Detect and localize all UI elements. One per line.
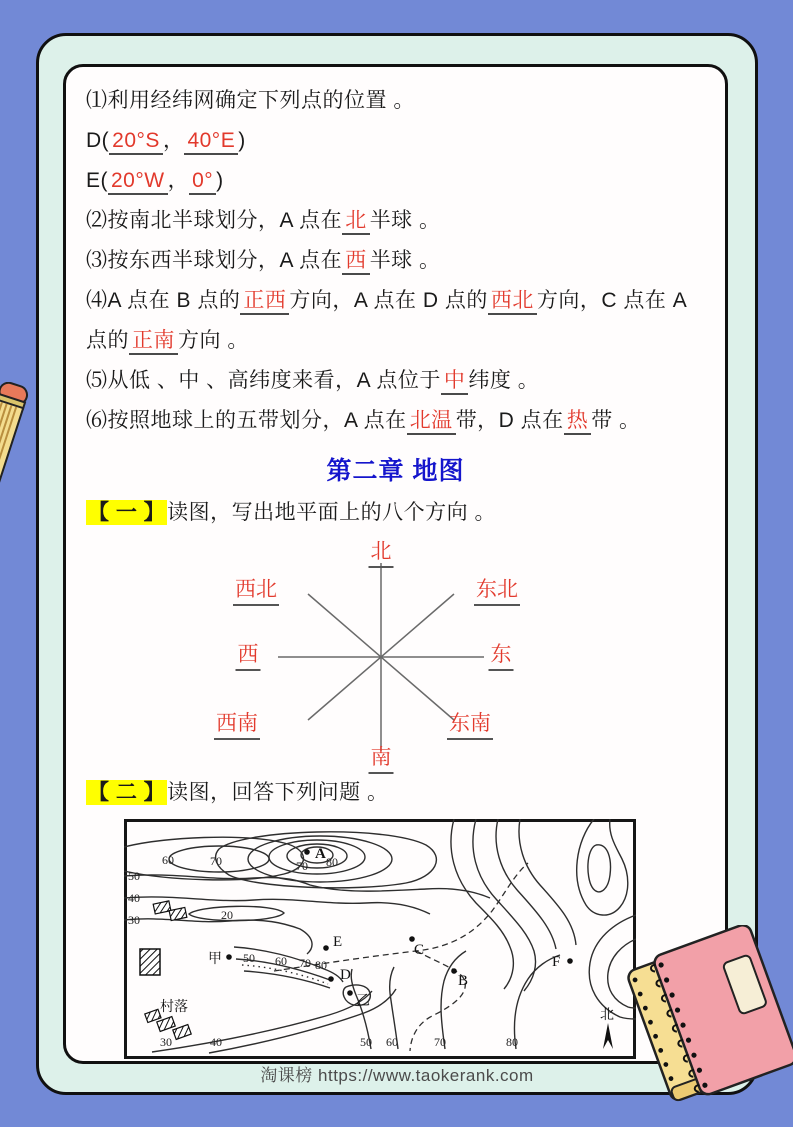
contour-value: 50 bbox=[128, 869, 140, 883]
footer-watermark: 淘课榜 https://www.taokerank.com bbox=[260, 1066, 534, 1085]
map-point-c: C bbox=[414, 942, 425, 958]
map-point-a: A bbox=[315, 846, 326, 862]
question-text: ⑸从低 、中 、高纬度来看，A 点位于 bbox=[86, 369, 441, 392]
contour-value: 70 bbox=[210, 854, 222, 868]
contour-value: 80 bbox=[315, 958, 327, 972]
answer-blank: 西北 bbox=[488, 289, 537, 315]
contour-value: 60 bbox=[162, 853, 174, 867]
compass-diagram bbox=[156, 535, 606, 773]
answer-blank: 40°E bbox=[184, 129, 238, 155]
compass-label-southwest: 西南 bbox=[214, 707, 260, 740]
question-text: 半球 。 bbox=[369, 249, 441, 272]
contour-value: 80 bbox=[326, 855, 338, 869]
north-arrow-icon bbox=[600, 1006, 614, 1049]
answer-blank: 0° bbox=[189, 169, 216, 195]
section-two-line bbox=[86, 773, 705, 813]
answer-blank: 20°W bbox=[108, 169, 168, 195]
answer-blank: 正南 bbox=[129, 329, 178, 355]
question-text: ， bbox=[162, 129, 185, 152]
map-village-label: 村落 bbox=[160, 998, 188, 1014]
section-two-tag: 【 二 】 bbox=[88, 781, 166, 804]
map-point-b: B bbox=[458, 973, 469, 989]
question-line-1 bbox=[86, 81, 705, 121]
answer-line-d bbox=[86, 121, 705, 161]
question-text: 纬度 。 bbox=[468, 369, 540, 392]
map-point-yi: 乙 bbox=[356, 992, 370, 1008]
map-point-e: E bbox=[333, 934, 343, 950]
contour-value: 30 bbox=[160, 1035, 172, 1049]
compass-label-southeast: 东南 bbox=[447, 707, 493, 740]
answer-blank: 北温 bbox=[407, 409, 456, 435]
answer-blank: 20°S bbox=[109, 129, 163, 155]
contour-lines bbox=[124, 819, 636, 1053]
question-line-3 bbox=[86, 241, 705, 281]
question-text: ⑴利用经纬网确定下列点的位置 。 bbox=[86, 89, 415, 112]
section-two-text: 读图，回答下列问题 。 bbox=[167, 781, 389, 804]
contour-value: 40 bbox=[128, 891, 140, 905]
mint-card bbox=[36, 33, 758, 1095]
answer-line-e bbox=[86, 161, 705, 201]
compass-label-northeast: 东北 bbox=[474, 573, 520, 606]
contour-value: 50 bbox=[243, 951, 255, 965]
contour-value: 40 bbox=[210, 1035, 222, 1049]
section-one-text: 读图，写出地平面上的八个方向 。 bbox=[167, 501, 497, 524]
legend-symbol bbox=[140, 949, 160, 975]
question-text: D( bbox=[86, 129, 110, 152]
contour-map-icon bbox=[124, 819, 636, 1061]
compass-label-north: 北 bbox=[369, 535, 394, 568]
contour-value: 70 bbox=[296, 859, 308, 873]
map-buildings bbox=[140, 901, 191, 1040]
content-card bbox=[63, 64, 728, 1064]
contour-value: 30 bbox=[128, 913, 140, 927]
contour-value: 60 bbox=[386, 1035, 398, 1049]
question-line-4 bbox=[86, 281, 705, 361]
question-text: ， bbox=[167, 169, 190, 192]
question-text: ⑵按南北半球划分，A 点在 bbox=[86, 209, 343, 232]
contour-value: 70 bbox=[299, 956, 311, 970]
compass-label-south: 南 bbox=[369, 741, 394, 774]
contour-value: 80 bbox=[506, 1035, 518, 1049]
question-text: ) bbox=[238, 129, 246, 152]
question-text: 半球 。 bbox=[369, 209, 441, 232]
question-line-6 bbox=[86, 401, 705, 441]
compass-label-west: 西 bbox=[236, 638, 261, 671]
question-text: 方向，C 点在 A 点的 bbox=[86, 289, 687, 352]
map-point-jia: 甲 bbox=[208, 950, 222, 966]
contour-value: 20 bbox=[221, 908, 233, 922]
map-border bbox=[126, 821, 635, 1058]
question-text: ⑶按东西半球划分，A 点在 bbox=[86, 249, 343, 272]
question-text: E( bbox=[86, 169, 108, 192]
section-one-tag: 【 一 】 bbox=[88, 501, 166, 524]
question-text: 带，D 点在 bbox=[455, 409, 564, 432]
answer-blank: 热 bbox=[564, 409, 592, 435]
question-text: ⑷A 点在 B 点的 bbox=[86, 289, 241, 312]
section-one-line bbox=[86, 493, 705, 533]
question-text: 带 。 bbox=[591, 409, 641, 432]
question-text: 方向 。 bbox=[178, 329, 249, 352]
map-point-d: D bbox=[340, 967, 351, 983]
answer-blank: 正西 bbox=[240, 289, 289, 315]
answer-blank: 北 bbox=[342, 209, 370, 235]
contour-value: 50 bbox=[360, 1035, 372, 1049]
contour-value: 60 bbox=[275, 954, 287, 968]
map-point-f: F bbox=[552, 954, 561, 970]
compass-label-east: 东 bbox=[489, 638, 514, 671]
compass-label-northwest: 西北 bbox=[233, 573, 279, 606]
chapter-title: 第二章 地图 bbox=[326, 457, 465, 485]
answer-blank: 中 bbox=[441, 369, 469, 395]
contour-value: 70 bbox=[434, 1035, 446, 1049]
answer-blank: 西 bbox=[342, 249, 370, 275]
question-line-2 bbox=[86, 201, 705, 241]
question-text: ) bbox=[216, 169, 224, 192]
question-text: ⑹按照地球上的五带划分，A 点在 bbox=[86, 409, 407, 432]
contour-map-figure bbox=[124, 819, 636, 1061]
question-text: 方向，A 点在 D 点的 bbox=[289, 289, 488, 312]
north-arrow-label: 北 bbox=[600, 1006, 614, 1022]
question-line-5 bbox=[86, 361, 705, 401]
